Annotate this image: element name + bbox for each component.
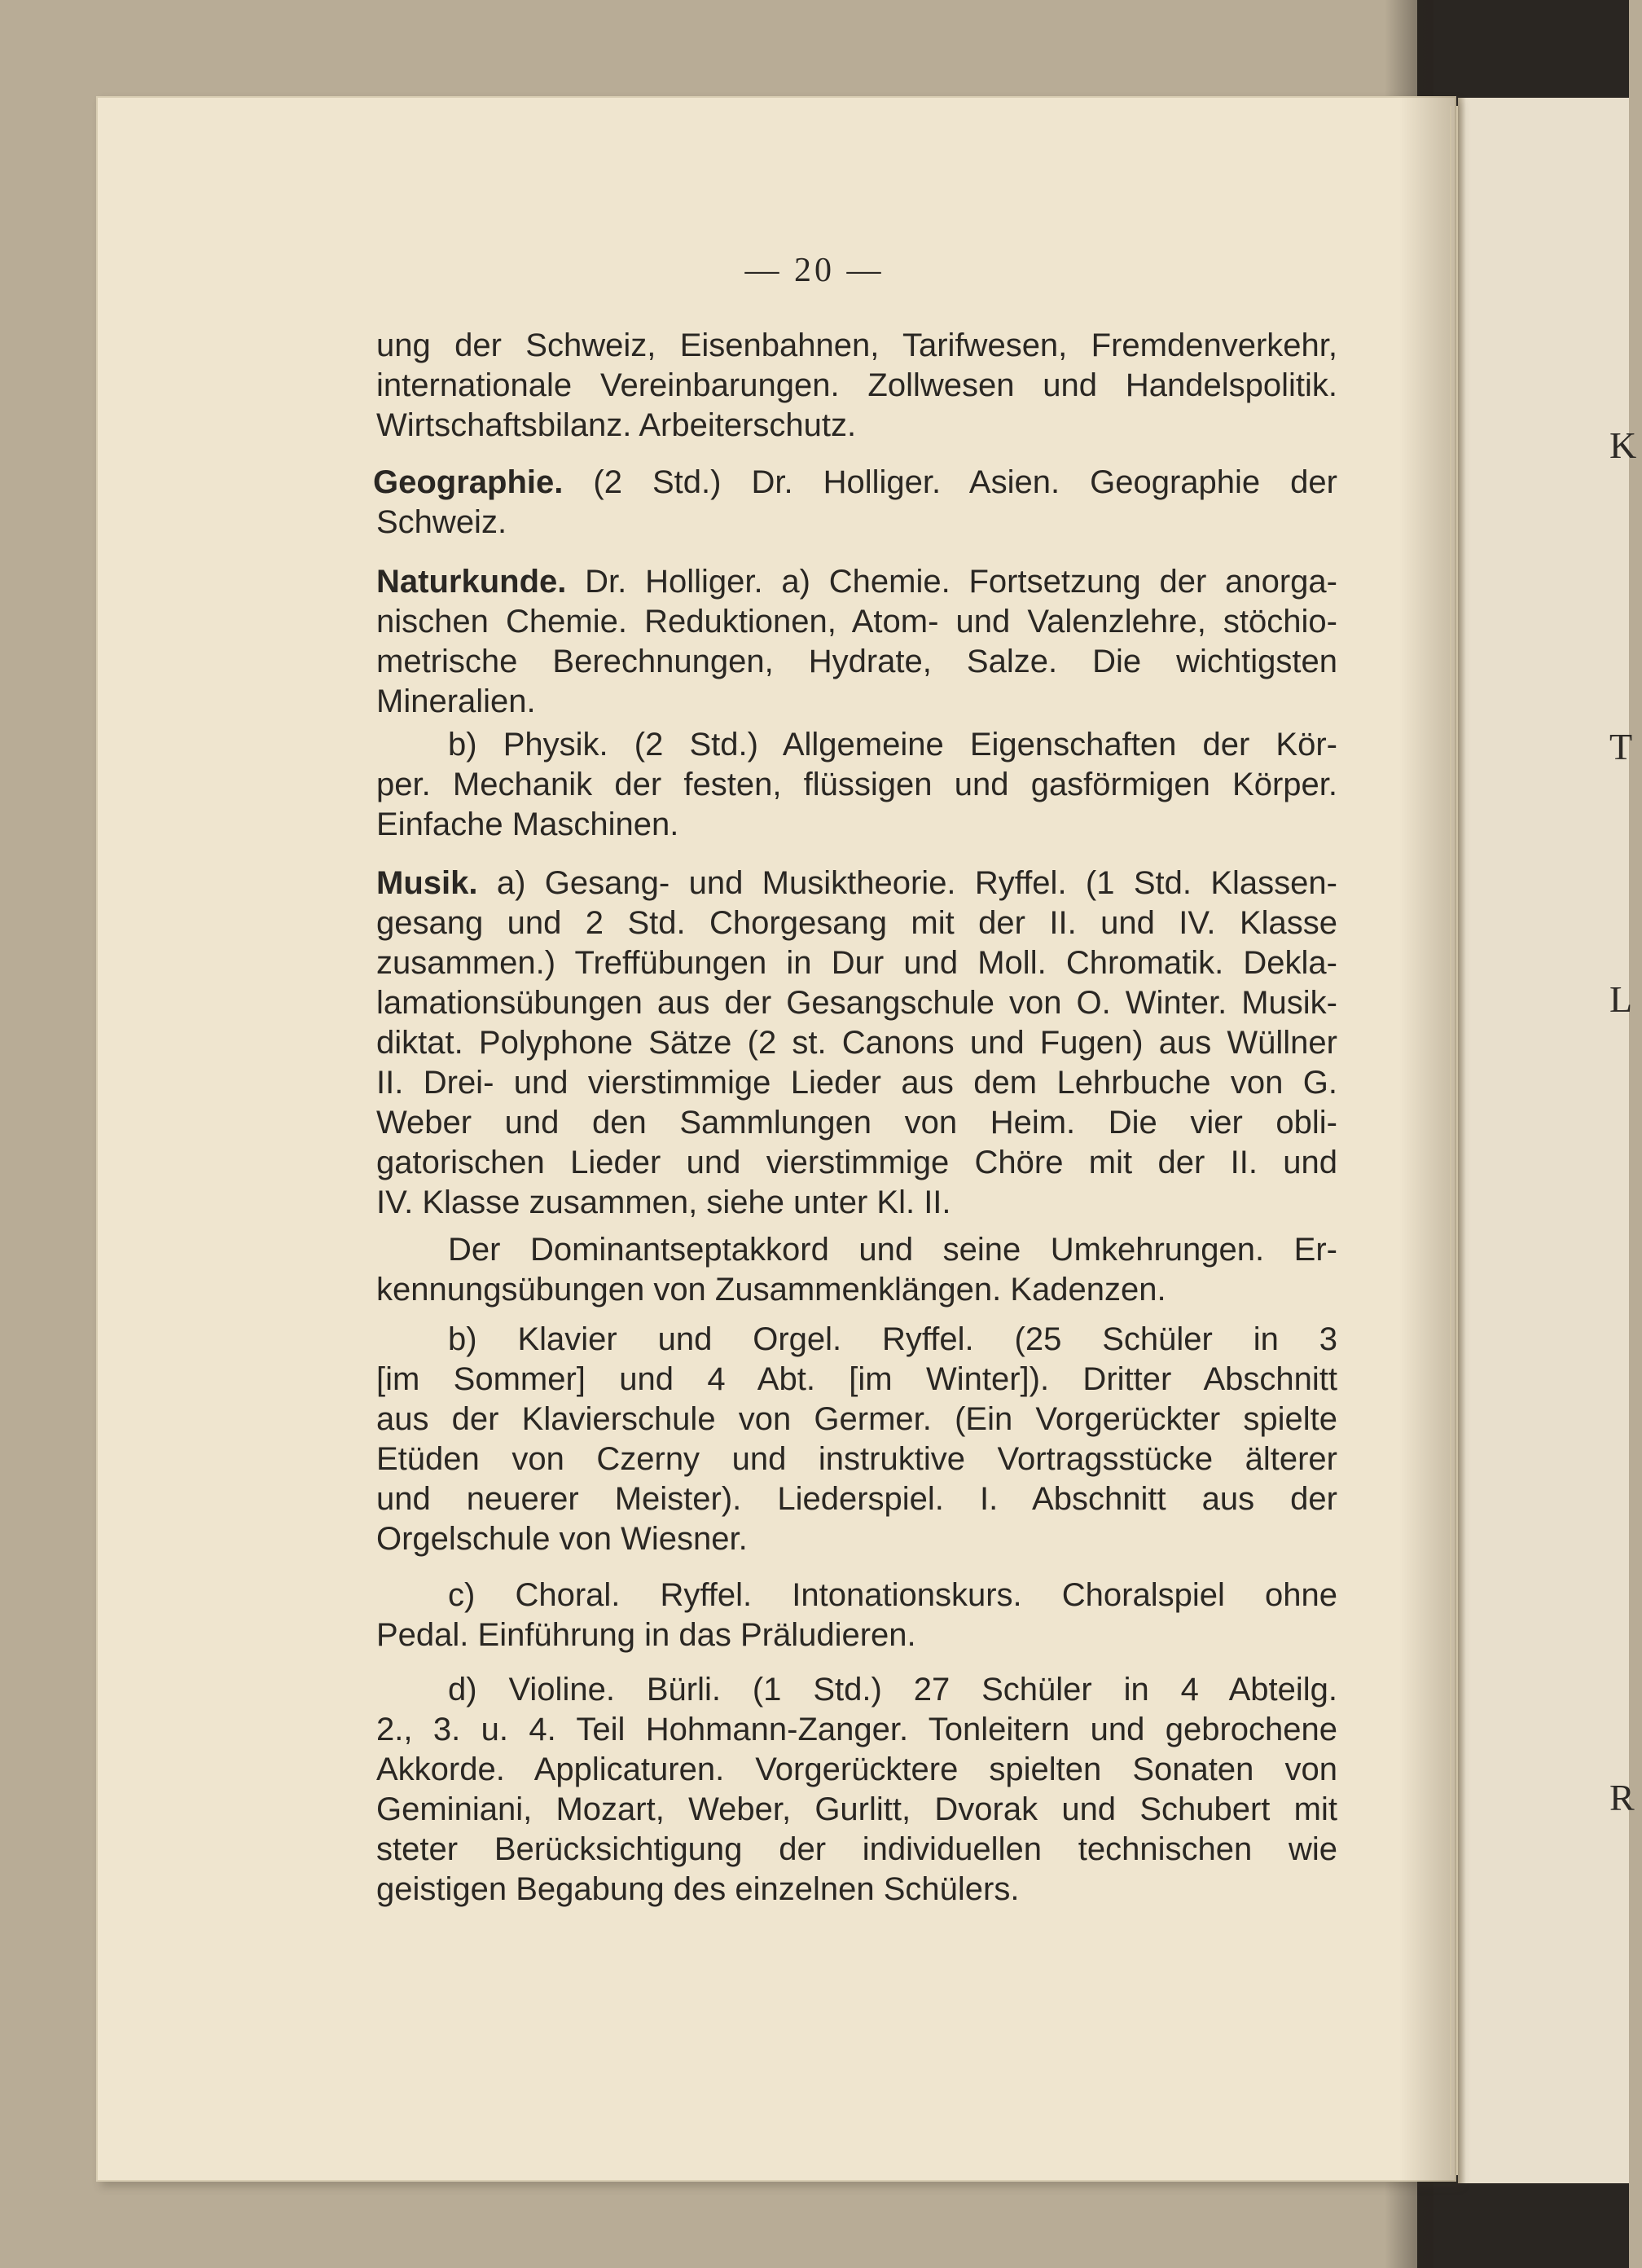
- text-line: Der Dominantseptakkord und seine Umkehrungen. Er-: [448, 1232, 1337, 1268]
- text-line: Weber und den Sammlungen von Heim. Die vier obli-: [376, 1105, 1337, 1141]
- text-line: II. Drei- und vierstimmige Lieder aus dem Lehrbuche von G.: [376, 1065, 1337, 1101]
- text-line: diktat. Polyphone Sätze (2 st. Canons und Fugen) aus Wüllner: [376, 1025, 1337, 1061]
- text-line: gatorischen Lieder und vierstimmige Chöre mit der II. und: [376, 1145, 1337, 1180]
- text-fragment: a) Gesang- und Musiktheorie. Ryffel. (1 Std. Klassen-: [496, 865, 1337, 901]
- geographie-paragraph: [373, 463, 1337, 543]
- text-line: b) Klavier und Orgel. Ryffel. (25 Schüler in 3: [448, 1321, 1337, 1357]
- klavier-paragraph: [376, 1320, 1337, 1559]
- text-line: internationale Vereinbarungen. Zollwesen und Handelspolitik.: [376, 367, 1337, 403]
- text-line: geistigen Begabung des einzelnen Schülers.: [376, 1871, 1020, 1907]
- text-line: 2., 3. u. 4. Teil Hohmann-Zanger. Tonleitern und gebrochene: [376, 1712, 1337, 1747]
- page-number: — 20 —: [744, 252, 885, 289]
- text-line: aus der Klavierschule von Germer. (Ein Vorgerückter spielte: [376, 1401, 1337, 1437]
- text-line: lamationsübungen aus der Gesangschule von O. Winter. Musik-: [376, 985, 1337, 1021]
- text-line: d) Violine. Bürli. (1 Std.) 27 Schüler in 4 Abteilg.: [448, 1672, 1337, 1708]
- next-page-gutter: [1458, 98, 1466, 2183]
- text-line: Schweiz.: [376, 504, 507, 540]
- text-line: Akkorde. Applicaturen. Vorgerücktere spielten Sonaten von: [376, 1752, 1337, 1787]
- page-stack-edge: [1450, 106, 1458, 2175]
- intro-paragraph: [376, 326, 1337, 446]
- text-line: ung der Schweiz, Eisenbahnen, Tarifwesen, Fremdenverkehr,: [376, 327, 1337, 363]
- text-line: Pedal. Einführung in das Präludieren.: [376, 1617, 916, 1653]
- next-page-letter: R: [1609, 1777, 1635, 1818]
- next-page-letter: K: [1609, 424, 1637, 466]
- text-line: zusammen.) Treffübungen in Dur und Moll. Chromatik. Dekla-: [376, 945, 1337, 981]
- text-line: Etüden von Czerny und instruktive Vortragsstücke älterer: [376, 1441, 1337, 1477]
- text-line: Wirtschaftsbilanz. Arbeiterschutz.: [376, 407, 857, 443]
- text-line: Orgelschule von Wiesner.: [376, 1521, 748, 1557]
- text-line: kennungsübungen von Zusammenklängen. Kadenzen.: [376, 1272, 1166, 1308]
- section-heading-naturkunde: Naturkunde.: [376, 564, 567, 600]
- section-heading-musik: Musik.: [376, 865, 478, 901]
- naturkunde-paragraph: [376, 562, 1337, 722]
- text-line: per. Mechanik der festen, flüssigen und gasförmigen Körper.: [376, 767, 1337, 802]
- section-heading-geographie: Geographie.: [373, 464, 564, 500]
- dominant-paragraph: [376, 1230, 1337, 1310]
- text-line: c) Choral. Ryffel. Intonationskurs. Choralspiel ohne: [448, 1577, 1337, 1613]
- musik-paragraph: [376, 864, 1337, 1223]
- violine-paragraph: [376, 1670, 1337, 1910]
- text-line: metrische Berechnungen, Hydrate, Salze. Die wichtigsten: [376, 644, 1337, 679]
- text-line: [376, 864, 1337, 903]
- choral-paragraph: [376, 1576, 1337, 1655]
- text-line: nischen Chemie. Reduktionen, Atom- und Valenzlehre, stöchio-: [376, 604, 1337, 640]
- text-line: [375, 463, 1337, 503]
- text-line: Einfache Maschinen.: [376, 807, 679, 842]
- text-line: IV. Klasse zusammen, siehe unter Kl. II.: [376, 1185, 951, 1220]
- page-gutter: [1399, 96, 1456, 2182]
- text-line: [im Sommer] und 4 Abt. [im Winter]). Dritter Abschnitt: [376, 1361, 1337, 1397]
- next-page-letter: T: [1609, 726, 1633, 767]
- text-line: [376, 562, 1337, 602]
- next-page-edge: [1458, 98, 1637, 2183]
- text-line: und neuerer Meister). Liederspiel. I. Abschnitt aus der: [376, 1481, 1337, 1517]
- text-line: b) Physik. (2 Std.) Allgemeine Eigenschaften der Kör-: [448, 727, 1337, 763]
- text-line: Mineralien.: [376, 683, 536, 719]
- text-line: gesang und 2 Std. Chorgesang mit der II. und IV. Klasse: [376, 905, 1337, 941]
- text-line: steter Berücksichtigung der individuellen technischen wie: [376, 1831, 1337, 1867]
- text-fragment: (2 Std.) Dr. Holliger. Asien. Geographie der: [593, 464, 1337, 500]
- next-page-letter: L: [1609, 978, 1633, 1020]
- physik-paragraph: [376, 725, 1337, 845]
- text-fragment: Dr. Holliger. a) Chemie. Fortsetzung der anorga-: [585, 564, 1337, 600]
- text-line: Geminiani, Mozart, Weber, Gurlitt, Dvorak und Schubert mit: [376, 1791, 1337, 1827]
